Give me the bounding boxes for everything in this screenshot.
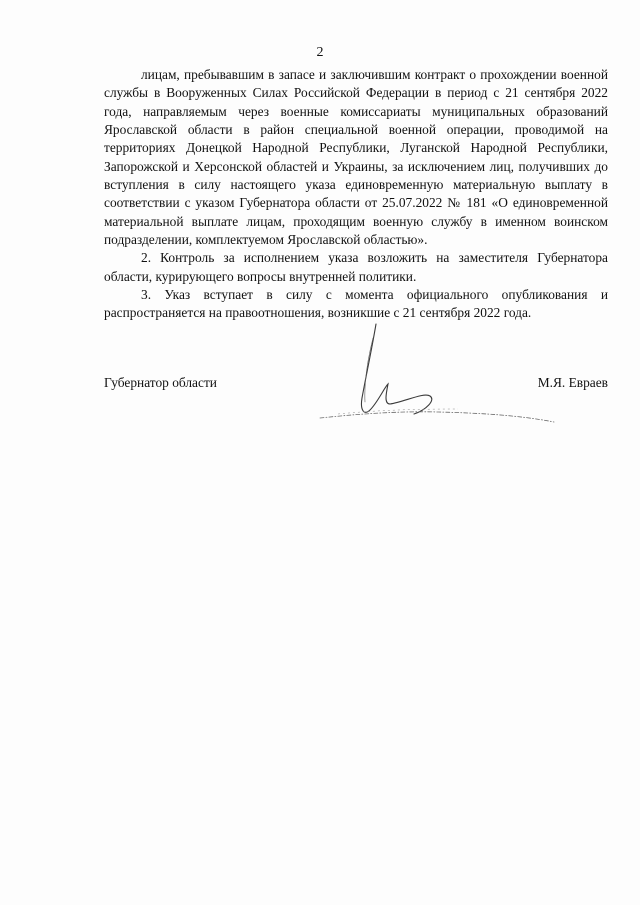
signer-title: Губернатор области — [104, 375, 217, 390]
signature-block — [104, 374, 608, 394]
decree-paragraph-continuation: лицам, пребывавшим в запасе и заключившим контракт о прохождении военной службы в Вооруженных Силах Российской Федерации в период с 21 сентября 2022 года, направляемым через военные комиссариаты муниципальных образований Ярославской области в район специальной военной операции, проводимой на территориях Донецкой Народной Республики, Луганской Народной Республики, Запорожской и Херсонской областей и Украины, за исключением лиц, получивших до вступления в силу настоящего указа единовременную материальную выплату в соответствии с указом Губернатора области от 25.07.2022 № 181 «О единовременной материальной выплате лицам, проходящим военную службу в именном воинском подразделении, комплектуемом Ярославской областью». — [104, 67, 608, 248]
decree-paragraph-effective-date: 3. Указ вступает в силу с момента официального опубликования и распространяется на правоотношения, возникшие с 21 сентября 2022 года. — [104, 287, 608, 321]
signer-name: М.Я. Евраев — [537, 375, 608, 390]
decree-body — [104, 66, 608, 323]
handwritten-signature — [318, 318, 558, 428]
page-number: 2 — [316, 45, 324, 60]
decree-paragraph-control: 2. Контроль за исполнением указа возложить на заместителя Губернатора области, курирующего вопросы внутренней политики. — [104, 250, 608, 284]
